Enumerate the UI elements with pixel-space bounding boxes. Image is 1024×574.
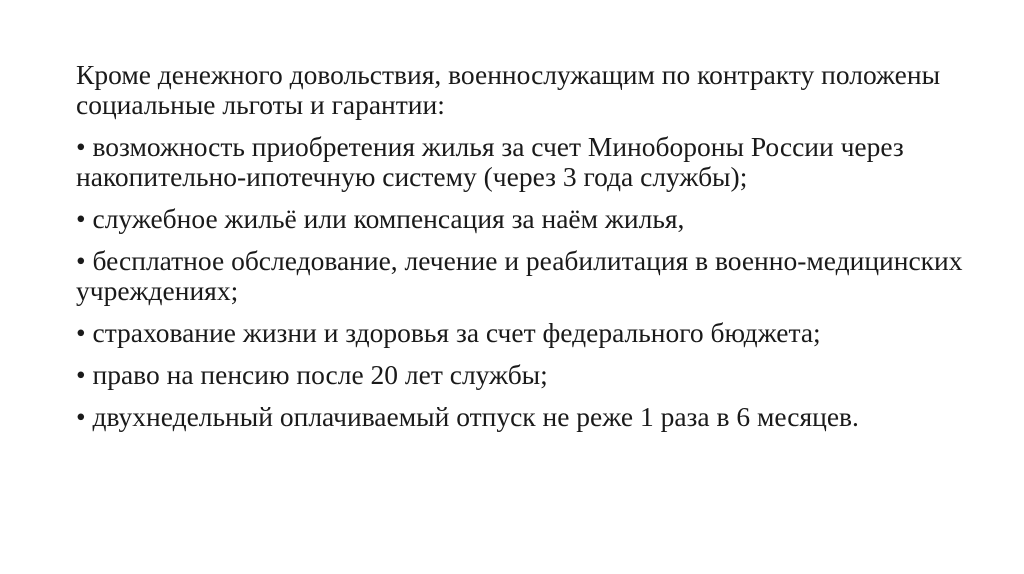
bullet-item-vacation: • двухнедельный оплачиваемый отпуск не реже 1 раза в 6 месяцев. [76, 401, 859, 432]
bullet-item-pension: • право на пенсию после 20 лет службы; [76, 359, 548, 390]
bullet-item-service-housing: • служебное жильё или компенсация за наём жилья, [76, 203, 685, 234]
content-text-block [76, 60, 976, 444]
intro-paragraph: Кроме денежного довольствия, военнослужащим по контракту положены социальные льготы и гарантии: [76, 59, 941, 120]
bullet-item-medical-care: • бесплатное обследование, лечение и реабилитация в военно-медицинских учреждениях; [76, 245, 963, 306]
bullet-item-housing-mortgage: • возможность приобретения жилья за счет Минобороны России через накопительно-ипотечную систему (через 3 года службы); [76, 131, 904, 192]
bullet-item-insurance: • страхование жизни и здоровья за счет федерального бюджета; [76, 317, 821, 348]
